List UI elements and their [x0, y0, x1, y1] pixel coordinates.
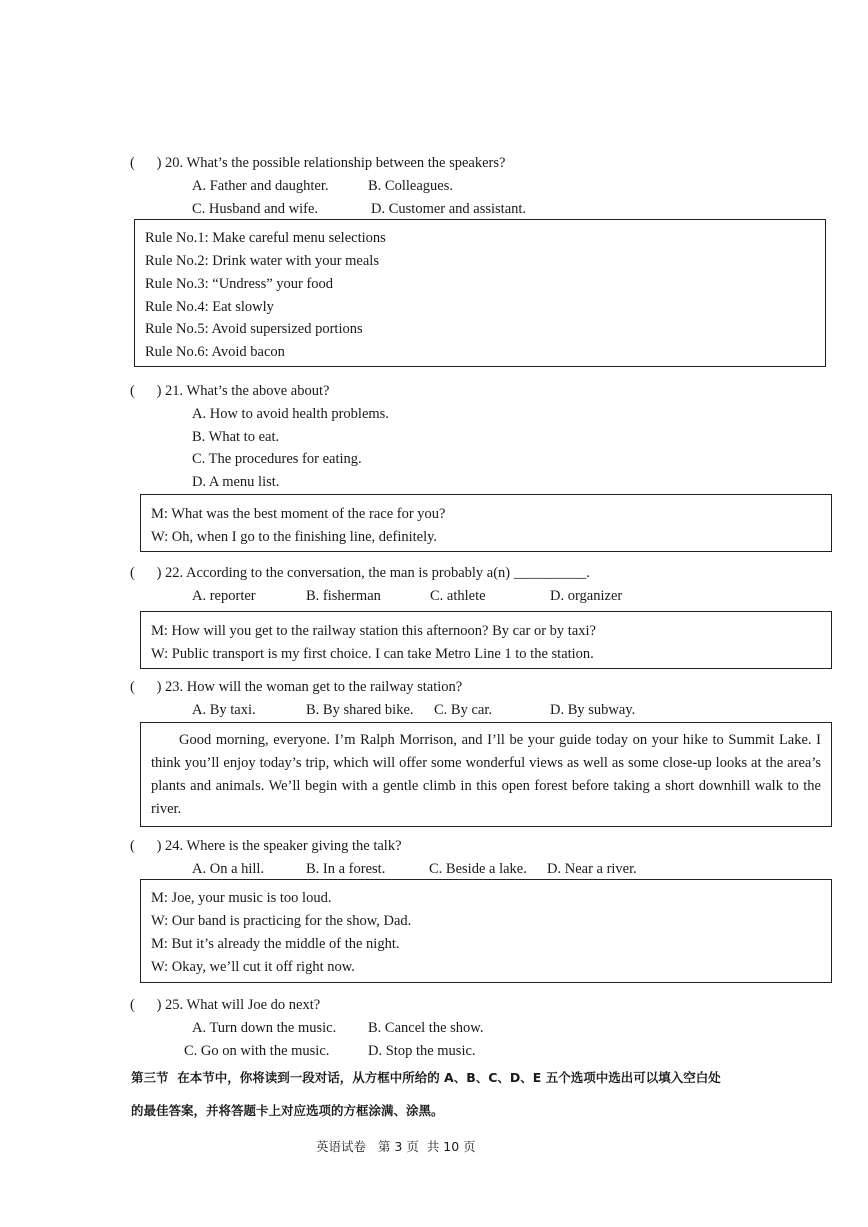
dialogue-line: M: Joe, your music is too loud.	[151, 890, 332, 906]
rule-line: Rule No.2: Drink water with your meals	[145, 253, 379, 269]
q21-stem: ( ) 21. What’s the above about?	[130, 383, 330, 399]
rule-line: Rule No.6: Avoid bacon	[145, 344, 285, 360]
q21-option-b: B. What to eat.	[192, 429, 280, 445]
q24-option-a: A. On a hill.	[192, 861, 265, 877]
rule-line: Rule No.5: Avoid supersized portions	[145, 321, 363, 337]
station-dialogue-box	[140, 611, 832, 669]
q23-option-a: A. By taxi.	[192, 702, 256, 718]
q25-option-d: D. Stop the music.	[368, 1043, 476, 1059]
rule-line: Rule No.1: Make careful menu selections	[145, 230, 386, 246]
page-footer: 英语试卷 第 3 页 共 10 页	[316, 1139, 476, 1154]
q21-option-a: A. How to avoid health problems.	[192, 406, 389, 422]
dialogue-line: M: What was the best moment of the race for you?	[151, 506, 446, 522]
q20-stem: ( ) 20. What’s the possible relationship between the speakers?	[130, 155, 506, 171]
q22-option-a: A. reporter	[192, 588, 256, 604]
q20-option-d: D. Customer and assistant.	[371, 201, 527, 217]
dialogue-line: W: Public transport is my first choice. I can take Metro Line 1 to the station.	[151, 646, 594, 662]
q23-stem: ( ) 23. How will the woman get to the railway station?	[130, 679, 463, 695]
q24-option-c: C. Beside a lake.	[429, 861, 527, 877]
rule-line: Rule No.3: “Undress” your food	[145, 276, 334, 292]
dialogue-line: W: Okay, we’ll cut it off right now.	[151, 959, 355, 975]
guide-talk-text: Good morning, everyone. I’m Ralph Morrison, and I’ll be your guide today on your hike to Summit Lake. I think you’ll enjoy today’s trip, which will offer some wonderful views as well as some close-up looks at the area’s plants and animals. We’ll begin with a gentle climb in this open forest before taking a short downhill walk to the river.	[151, 732, 821, 817]
q24-option-b: B. In a forest.	[306, 861, 386, 877]
q20-option-c: C. Husband and wife.	[192, 201, 319, 217]
q23-option-c: C. By car.	[434, 702, 492, 718]
q20-option-b: B. Colleagues.	[368, 178, 453, 194]
guide-talk-box	[140, 722, 832, 827]
q25-option-c: C. Go on with the music.	[184, 1043, 330, 1059]
q22-stem: ( ) 22. According to the conversation, the man is probably a(n) __________.	[130, 565, 590, 581]
q22-option-b: B. fisherman	[306, 588, 381, 604]
q25-stem: ( ) 25. What will Joe do next?	[130, 997, 321, 1013]
q22-option-d: D. organizer	[550, 588, 623, 604]
dialogue-line: M: How will you get to the railway station this afternoon? By car or by taxi?	[151, 623, 596, 639]
q23-option-b: B. By shared bike.	[306, 702, 414, 718]
music-dialogue-box	[140, 879, 832, 983]
q24-stem: ( ) 24. Where is the speaker giving the talk?	[130, 838, 402, 854]
dialogue-line: M: But it’s already the middle of the night.	[151, 936, 400, 952]
q24-option-d: D. Near a river.	[547, 861, 637, 877]
race-dialogue-box	[140, 494, 832, 552]
q20-option-a: A. Father and daughter.	[192, 178, 329, 194]
rule-line: Rule No.4: Eat slowly	[145, 299, 274, 315]
section3-instruction-line1: 第三节 在本节中，你将读到一段对话，从方框中所给的 A、B、C、D、E 五个选项中选出可以填入空白处	[131, 1070, 721, 1085]
dialogue-line: W: Oh, when I go to the finishing line, definitely.	[151, 529, 438, 545]
dialogue-line: W: Our band is practicing for the show, Dad.	[151, 913, 412, 929]
q25-option-a: A. Turn down the music.	[192, 1020, 337, 1036]
q22-option-c: C. athlete	[430, 588, 486, 604]
q25-option-b: B. Cancel the show.	[368, 1020, 484, 1036]
q23-option-d: D. By subway.	[550, 702, 636, 718]
q21-option-c: C. The procedures for eating.	[192, 451, 362, 467]
q21-option-d: D. A menu list.	[192, 474, 280, 490]
section3-instruction-line2: 的最佳答案，并将答题卡上对应选项的方框涂满、涂黑。	[131, 1103, 444, 1118]
rules-box	[134, 219, 826, 367]
